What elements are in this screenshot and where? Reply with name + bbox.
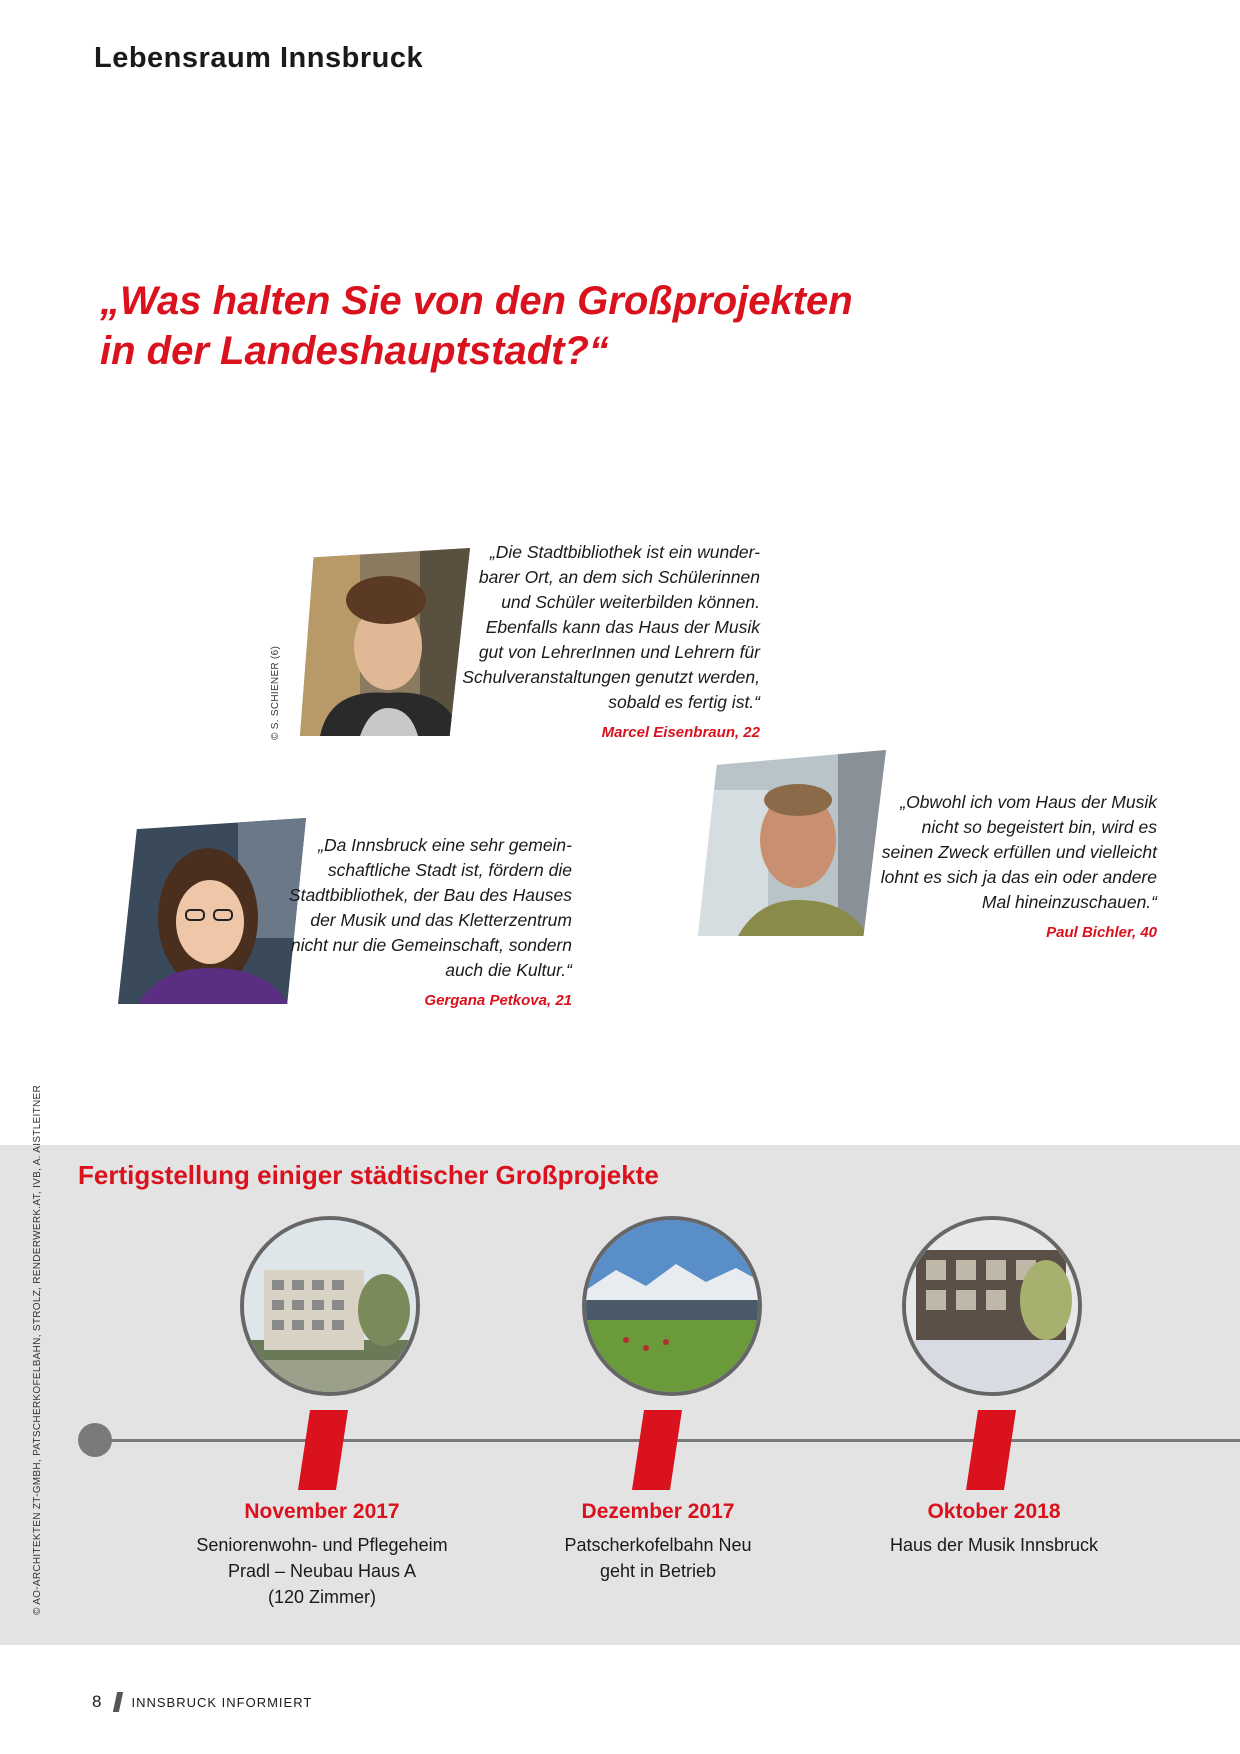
milestone-desc xyxy=(172,1532,472,1610)
quote-line: der Musik und das Kletterzentrum xyxy=(310,910,572,930)
milestone-date: Dezember 2017 xyxy=(581,1500,735,1523)
quote-author: Paul Bichler, 40 xyxy=(1046,924,1157,941)
portrait-gergana-petkova xyxy=(118,818,306,1004)
headline xyxy=(100,276,1000,376)
timeline-marker-2 xyxy=(632,1410,682,1490)
milestone-desc xyxy=(844,1532,1144,1558)
milestone-desc-line: Haus der Musik Innsbruck xyxy=(889,1535,1099,1555)
quote-line: seinen Zweck erfüllen und vielleicht xyxy=(881,842,1157,862)
quote-line: Ebenfalls kann das Haus der Musik xyxy=(485,617,760,637)
timeline-marker-3 xyxy=(966,1410,1016,1490)
image-haus-der-musik xyxy=(902,1216,1082,1396)
image-seniorenheim xyxy=(240,1216,420,1396)
quote-line: Schulveranstaltungen genutzt werden, xyxy=(462,667,760,687)
milestone-desc-line: geht in Betrieb xyxy=(599,1561,717,1581)
milestone-desc-line: Seniorenwohn- und Pflegeheim xyxy=(196,1535,448,1555)
section-title: Lebensraum Innsbruck xyxy=(94,42,424,74)
quote-line: „Da Innsbruck eine sehr gemein- xyxy=(318,835,572,855)
quote-line: gut von LehrerInnen und Lehrern für xyxy=(478,642,760,662)
quote-line: barer Ort, an dem sich Schülerinnen xyxy=(478,567,760,587)
quote-paul xyxy=(881,790,1157,945)
milestone-desc xyxy=(508,1532,808,1584)
timeline-credit: © AO-ARCHITEKTEN ZT-GMBH, PATSCHERKOFELBAHN, STROLZ, RENDERWERK.AT, IVB, A. AISTLEITNER xyxy=(32,1084,43,1615)
milestone-desc-line: Patscherkofelbahn Neu xyxy=(564,1535,752,1555)
page-number: 8 xyxy=(92,1692,102,1711)
quote-line: nicht so begeistert bin, wird es xyxy=(921,817,1157,837)
milestone-desc-line: (120 Zimmer) xyxy=(267,1587,376,1607)
quote-line: nicht nur die Gemeinschaft, sondern xyxy=(290,935,572,955)
milestone-1 xyxy=(172,1500,472,1610)
image-patscherkofelbahn xyxy=(582,1216,762,1396)
portrait-marcel-eisenbraun xyxy=(300,548,470,736)
timeline-start-dot xyxy=(78,1423,112,1457)
quote-marcel xyxy=(462,540,760,745)
headline-line-2: in der Landeshauptstadt?“ xyxy=(100,329,609,373)
quote-gergana xyxy=(289,833,572,1013)
quote-line: Mal hineinzuschauen.“ xyxy=(981,892,1157,912)
timeline-title: Fertigstellung einiger städtischer Großprojekte xyxy=(78,1160,659,1190)
quote-line: sobald es fertig ist.“ xyxy=(608,692,760,712)
quote-author: Gergana Petkova, 21 xyxy=(424,992,572,1009)
quote-author: Marcel Eisenbraun, 22 xyxy=(601,724,760,741)
quote-line: „Obwohl ich vom Haus der Musik xyxy=(900,792,1157,812)
milestone-2 xyxy=(508,1500,808,1584)
quote-line: schaftliche Stadt ist, fördern die xyxy=(327,860,572,880)
headline-line-1: „Was halten Sie von den Großprojekten xyxy=(100,279,853,323)
quote-line: auch die Kultur.“ xyxy=(445,960,572,980)
milestone-date: November 2017 xyxy=(244,1500,400,1523)
footer-slash-icon xyxy=(113,1692,123,1712)
milestone-date: Oktober 2018 xyxy=(927,1500,1061,1523)
publication-name: INNSBRUCK INFORMIERT xyxy=(131,1694,313,1710)
timeline-marker-1 xyxy=(298,1410,348,1490)
quote-line: und Schüler weiterbilden können. xyxy=(501,592,760,612)
milestone-3 xyxy=(844,1500,1144,1558)
quote-line: „Die Stadtbibliothek ist ein wunder- xyxy=(489,542,760,562)
photo-credit: © S. SCHIENER (6) xyxy=(270,645,281,740)
portrait-paul-bichler xyxy=(698,750,886,936)
quote-line: Stadtbibliothek, der Bau des Hauses xyxy=(288,885,572,905)
page-footer xyxy=(92,1692,312,1712)
milestone-desc-line: Pradl – Neubau Haus A xyxy=(227,1561,417,1581)
quote-line: lohnt es sich ja das ein oder andere xyxy=(880,867,1157,887)
